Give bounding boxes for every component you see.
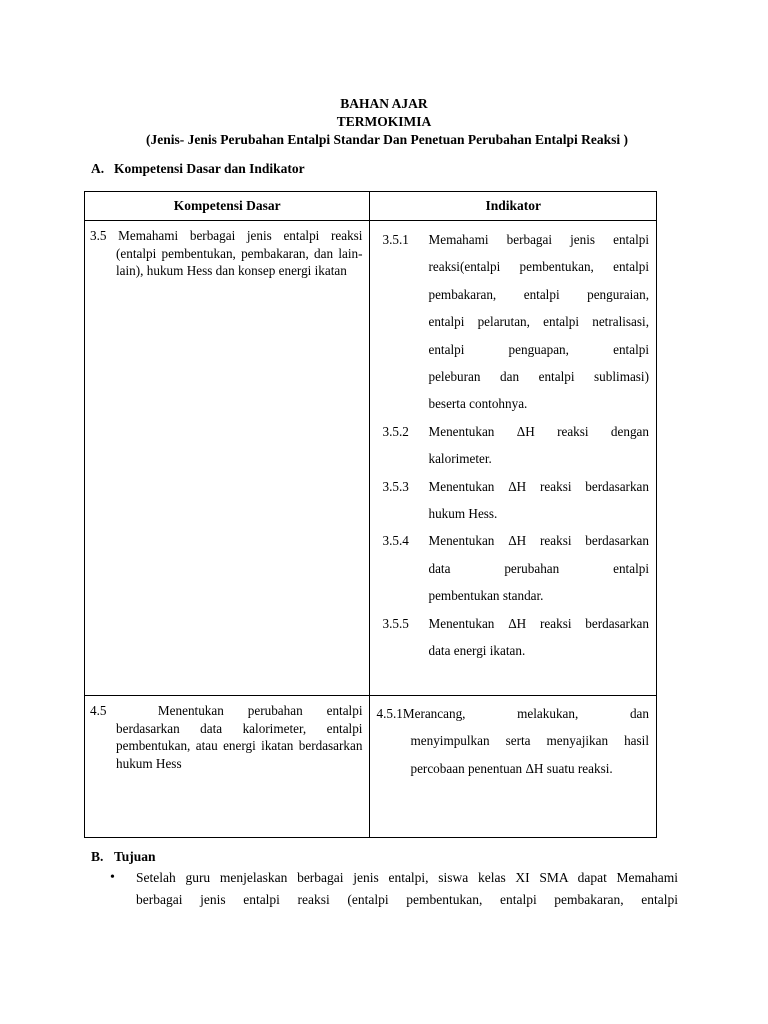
section-a-letter: A. [91, 161, 105, 176]
indicator-text [428, 610, 649, 665]
bullet-line: Setelah guru menjelaskan berbagai jenis entalpi, siswa kelas XI SMA dapat Memahami [136, 870, 678, 885]
indicator-line: reaksi(entalpi pembentukan, entalpi [428, 259, 649, 275]
indicator-item [382, 610, 649, 665]
table-row [85, 221, 657, 696]
bullet-line: berbagai jenis entalpi reaksi (entalpi pembentukan, entalpi pembakaran, entalpi [136, 892, 678, 907]
header-kompetensi-dasar: Kompetensi Dasar [85, 192, 370, 221]
indicator-line: menyimpulkan serta menyajikan hasil [410, 733, 649, 749]
indicator-number: 3.5.5 [382, 615, 409, 631]
indicator-line: beserta contohnya. [428, 396, 528, 412]
title-termokimia: TERMOKIMIA [336, 114, 432, 129]
indicator-number: 3.5.2 [382, 423, 409, 439]
indicator-line-text: Merancang, melakukan, dan [402, 706, 649, 721]
indicator-item [382, 226, 649, 418]
indicator-item [382, 527, 649, 609]
kd-number: 3.5 [90, 228, 107, 243]
competency-table [84, 191, 657, 838]
indicator-line: kalorimeter. [428, 451, 492, 467]
indicator-line: data energi ikatan. [428, 643, 526, 659]
section-b-letter: B. [91, 849, 104, 864]
indicator-text [428, 418, 649, 473]
indicator-list [382, 221, 649, 665]
indicator-line: pembakaran, entalpi penguraian, [428, 286, 649, 302]
indicator-item [376, 700, 649, 782]
bullet-text [136, 867, 678, 911]
tujuan-list [110, 867, 678, 911]
indicator-number: 3.5.3 [382, 478, 409, 494]
indicator-text [428, 527, 649, 609]
section-a-title: Kompetensi Dasar dan Indikator [114, 161, 305, 176]
header-indikator: Indikator [370, 192, 657, 221]
indicator-number: 4.5.1 [376, 706, 403, 721]
title-subtitle: (Jenis- Jenis Perubahan Entalpi Standar Dan Penetuan Perubahan Entalpi Reaksi ) [145, 132, 629, 147]
kd-item [90, 227, 362, 280]
indicator-line: Memahami berbagai jenis entalpi [428, 232, 649, 247]
kd-text: Menentukan perubahan entalpi berdasarkan data kalorimeter, entalpi pembentukan, atau energi ikatan berdasarkan hukum Hess [116, 703, 363, 771]
kd-cell-3-5 [85, 221, 370, 696]
indicator-line: Menentukan ΔH reaksi berdasarkan [428, 615, 649, 631]
indicator-line: Menentukan ΔH reaksi dengan [428, 423, 649, 439]
kd-cell-4-5 [85, 696, 370, 838]
indicator-text [428, 473, 649, 528]
section-b-heading [91, 848, 156, 866]
indicator-line: Menentukan ΔH reaksi berdasarkan [428, 533, 649, 549]
indicator-cell-3-5 [370, 221, 657, 696]
kd-number: 4.5 [90, 703, 107, 718]
indicator-line: peleburan dan entalpi sublimasi) [428, 369, 649, 385]
kd-item [90, 702, 362, 772]
indicator-line [376, 700, 649, 727]
indicator-line: hukum Hess. [428, 506, 498, 522]
indicator-cell-4-5 [370, 696, 657, 838]
indicator-number: 3.5.4 [382, 533, 409, 549]
document-title [0, 95, 768, 149]
indicator-line: entalpi pelarutan, entalpi netralisasi, [428, 314, 649, 330]
indicator-number: 3.5.1 [382, 232, 409, 247]
section-b-title: Tujuan [114, 849, 156, 864]
indicator-line: entalpi penguapan, entalpi [428, 341, 649, 357]
indicator-line: percobaan penentuan ΔH suatu reaksi. [410, 760, 613, 776]
indicator-item [382, 473, 649, 528]
bullet-icon: • [110, 870, 115, 885]
indicator-text [428, 226, 649, 418]
section-a-heading [91, 160, 305, 178]
indicator-line: data perubahan entalpi [428, 560, 649, 576]
title-bahan-ajar: BAHAN AJAR [340, 96, 428, 111]
list-item [110, 867, 678, 911]
kd-text: Memahami berbagai jenis entalpi reaksi (entalpi pembentukan, pembakaran, dan lain-lain), hukum Hess dan konsep energi ikatan [116, 228, 363, 278]
table-row [85, 696, 657, 838]
indicator-item [382, 418, 649, 473]
indicator-line: Menentukan ΔH reaksi berdasarkan [428, 478, 649, 494]
indicator-line: pembentukan standar. [428, 588, 544, 604]
